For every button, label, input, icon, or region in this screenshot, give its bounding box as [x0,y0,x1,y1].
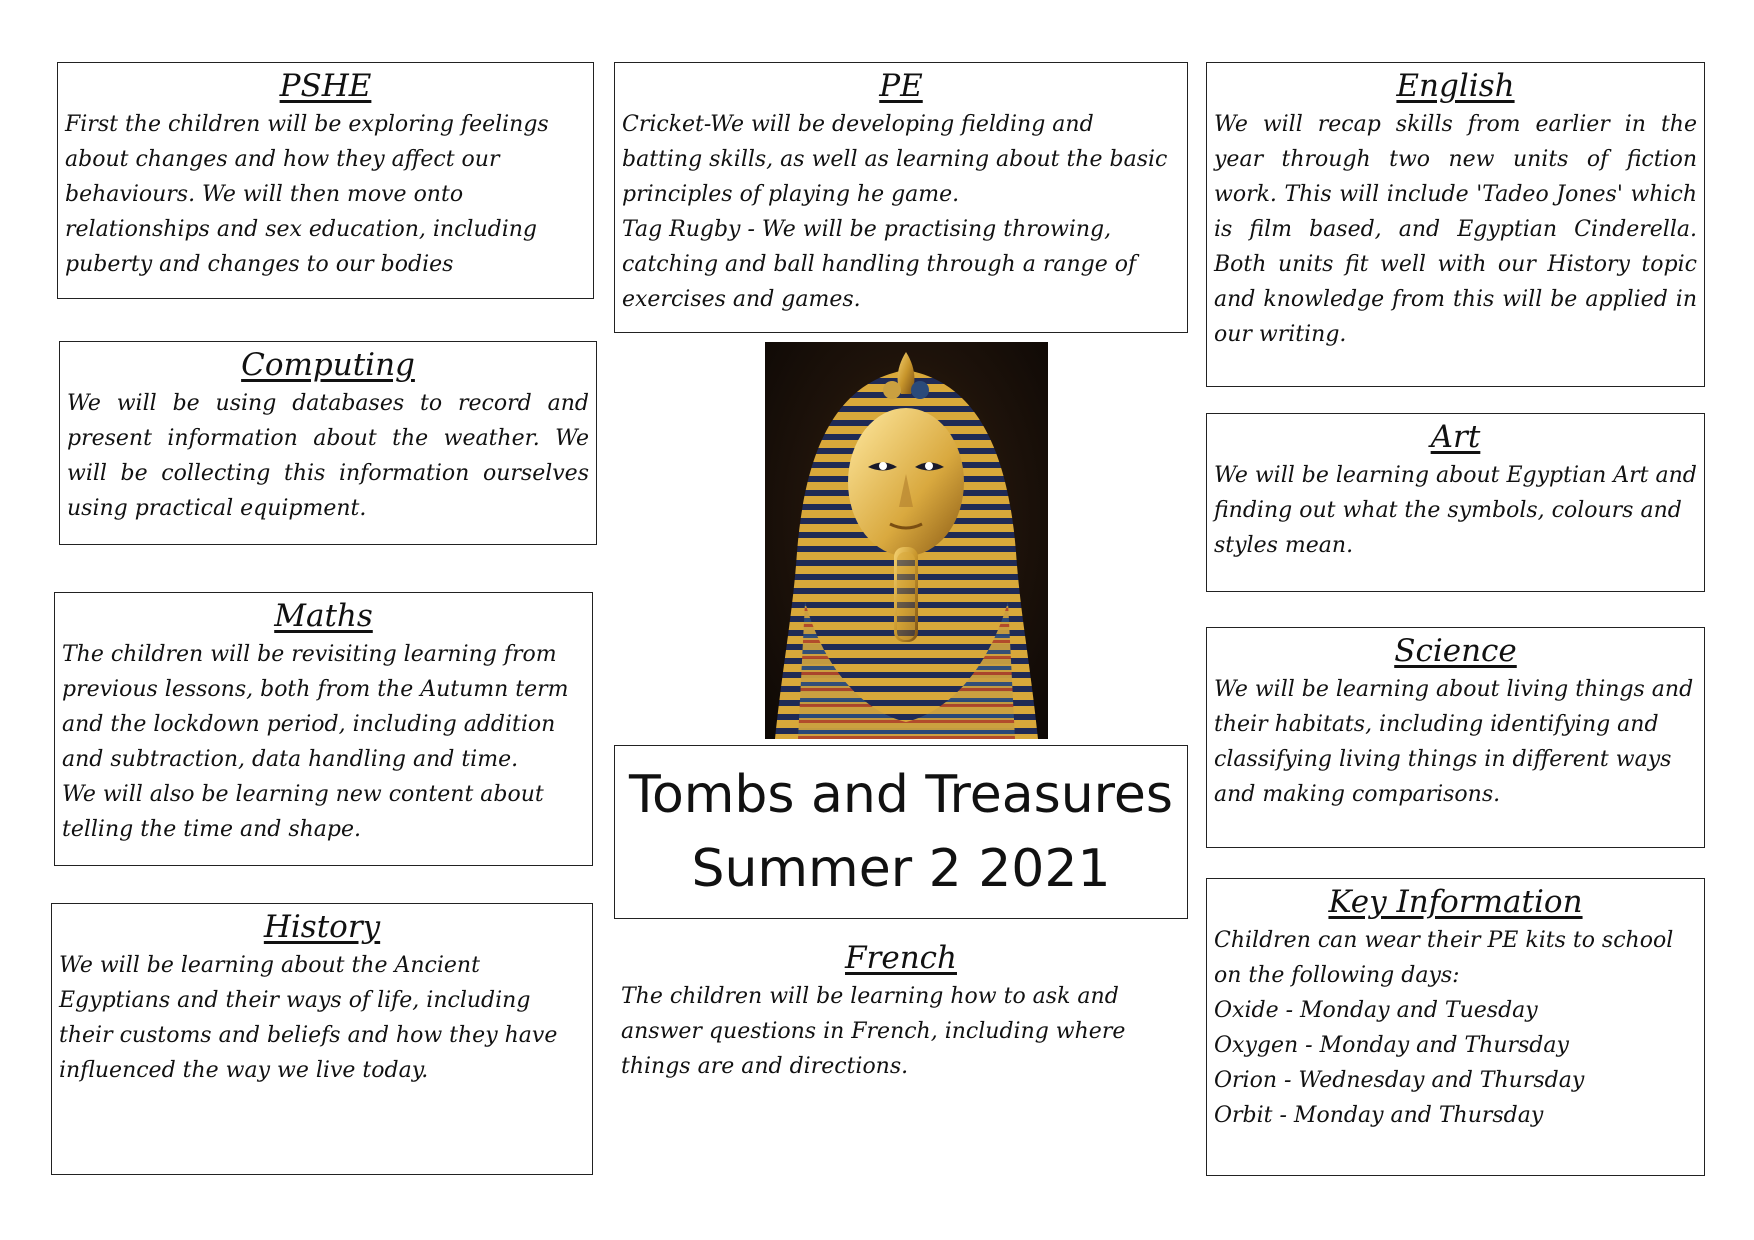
english-panel [1206,62,1705,387]
maths-panel [54,592,593,866]
art-body: We will be learning about Egyptian Art and finding out what the symbols, colours and styles mean. [1214,463,1697,558]
page-title: Tombs and Treasures [629,765,1173,825]
key-information-intro: Children can wear their PE kits to school on the following days: [1214,928,1674,988]
title-panel [614,745,1188,919]
science-heading: Science [1394,633,1517,669]
key-information-panel [1206,878,1705,1176]
computing-body: We will be using databases to record and present information about the weather. We will be collecting this information ourselves using practical equipment. [67,391,589,521]
maths-body: The children will be revisiting learning from previous lessons, both from the Autumn term and the lockdown period, including addition and subtraction, data handling and time. We will also be learning new content about telling the time and shape. [62,642,569,842]
english-body: We will recap skills from earlier in the year through two new units of fiction work. This will include 'Tadeo Jones' which is film based, and Egyptian Cinderella. Both units fit well with our History topic and knowledge from this will be applied in our writing. [1214,112,1697,347]
computing-panel [59,341,597,545]
key-information-heading: Key Information [1328,884,1583,920]
page-subtitle: Summer 2 2021 [691,839,1111,899]
pe-day-orbit: Orbit - Monday and Thursday [1214,1103,1544,1128]
pe-heading: PE [879,68,923,104]
art-heading: Art [1430,419,1481,455]
history-heading: History [263,909,381,945]
art-panel [1206,413,1705,592]
pharaoh-mask-image [765,342,1048,739]
pe-body: Cricket-We will be developing fielding and batting skills, as well as learning about the basic principles of playing he game. Tag Rugby - We will be practising throwing, catching and ball handling through a range of exercises and games. [622,112,1168,312]
pe-panel [614,62,1188,333]
computing-heading: Computing [241,347,415,383]
pshe-heading: PSHE [279,68,372,104]
pharaoh-mask-icon [765,342,1048,739]
pe-day-oxide: Oxide - Monday and Tuesday [1214,998,1538,1023]
english-heading: English [1396,68,1515,104]
history-body: We will be learning about the Ancient Egyptians and their ways of life, including their customs and beliefs and how they have influenced the way we live today. [59,953,558,1083]
french-body: The children will be learning how to ask and answer questions in French, including where things are and directions. [621,984,1126,1079]
french-panel [614,935,1188,1125]
maths-heading: Maths [274,598,373,634]
pshe-body: First the children will be exploring feelings about changes and how they affect our behaviours. We will then move onto relationships and sex education, including puberty and changes to our bodies [65,112,549,277]
science-body: We will be learning about living things and their habitats, including identifying and classifying living things in different ways and making comparisons. [1214,677,1694,807]
science-panel [1206,627,1705,848]
pe-day-oxygen: Oxygen - Monday and Thursday [1214,1033,1569,1058]
french-heading: French [845,940,957,976]
pshe-panel [57,62,594,299]
pe-day-orion: Orion - Wednesday and Thursday [1214,1068,1585,1093]
history-panel [51,903,593,1175]
